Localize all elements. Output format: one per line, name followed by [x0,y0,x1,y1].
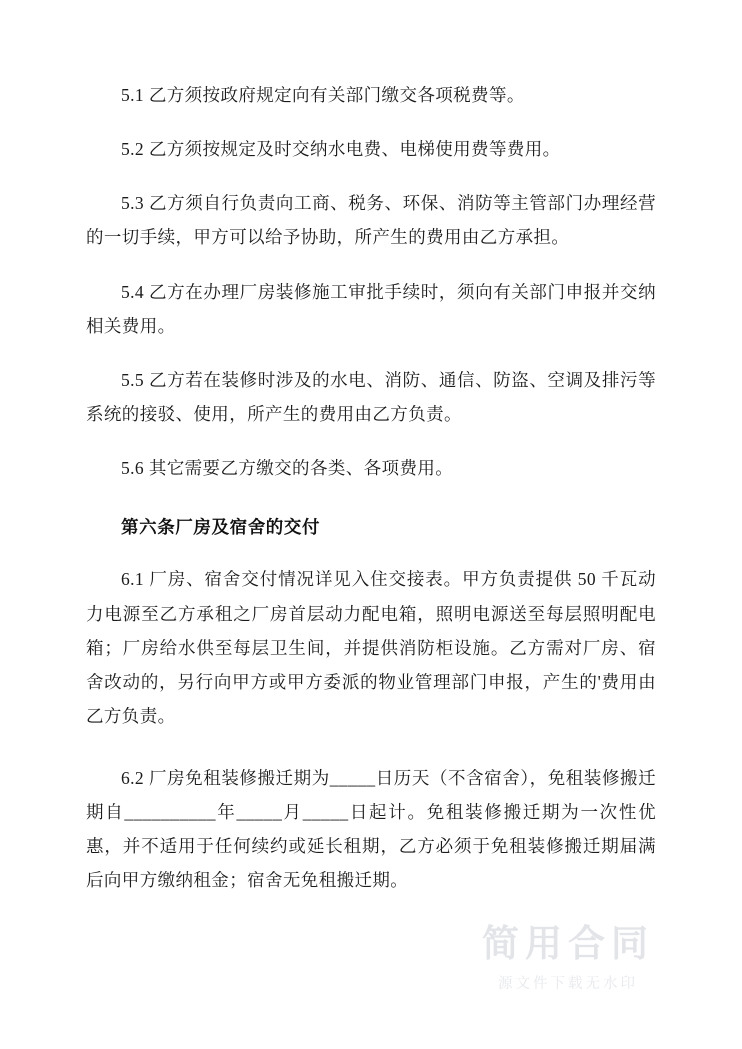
clause-5-5: 5.5 乙方若在装修时涉及的水电、消防、通信、防盗、空调及排污等系统的接驳、使用，所产生的费用由乙方负责。 [86,369,656,424]
clause-6-1: 6.1 厂房、宿舍交付情况详见入住交接表。甲方负责提供 50 千瓦动力电源至乙方承租之厂房首层动力配电箱，照明电源送至每层照明配电箱；厂房给水供至每层卫生间，并提供消防柜设施。乙方需对厂房、宿舍改动的，另行向甲方或甲方委派的物业管理部门申报，产生的'费用由乙方负责。 [86,569,656,726]
document-body [86,78,656,898]
clause-5-6: 5.6 其它需要乙方缴交的各类、各项费用。 [121,458,454,478]
watermark-subtitle: 源文件下载无水印 [498,976,638,992]
clause-6-2: 6.2 厂房免租装修搬迁期为_____日历天（不含宿舍），免租装修搬迁期自__________年_____月_____日起计。免租装修搬迁期为一次性优惠，并不适用于任何续约或延长租期，乙方必须于免租装修搬迁期届满后向甲方缴纳租金；宿舍无免租搬迁期。 [86,768,656,891]
clause-5-2: 5.2 乙方须按规定及时交纳水电费、电梯使用费等费用。 [121,139,561,160]
watermark [440,923,696,993]
watermark-title: 简用合同 [482,923,654,965]
section-heading-article-6: 第六条厂房及宿舍的交付 [121,517,321,538]
clause-5-1: 5.1 乙方须按政府规定向有关部门缴交各项税费等。 [121,85,525,105]
clause-5-4: 5.4 乙方在办理厂房装修施工审批手续时，须向有关部门申报并交纳相关费用。 [86,281,656,336]
clause-5-3: 5.3 乙方须自行负责向工商、税务、环保、消防等主管部门办理经营的一切手续，甲方可以给予协助，所产生的费用由乙方承担。 [86,193,656,248]
